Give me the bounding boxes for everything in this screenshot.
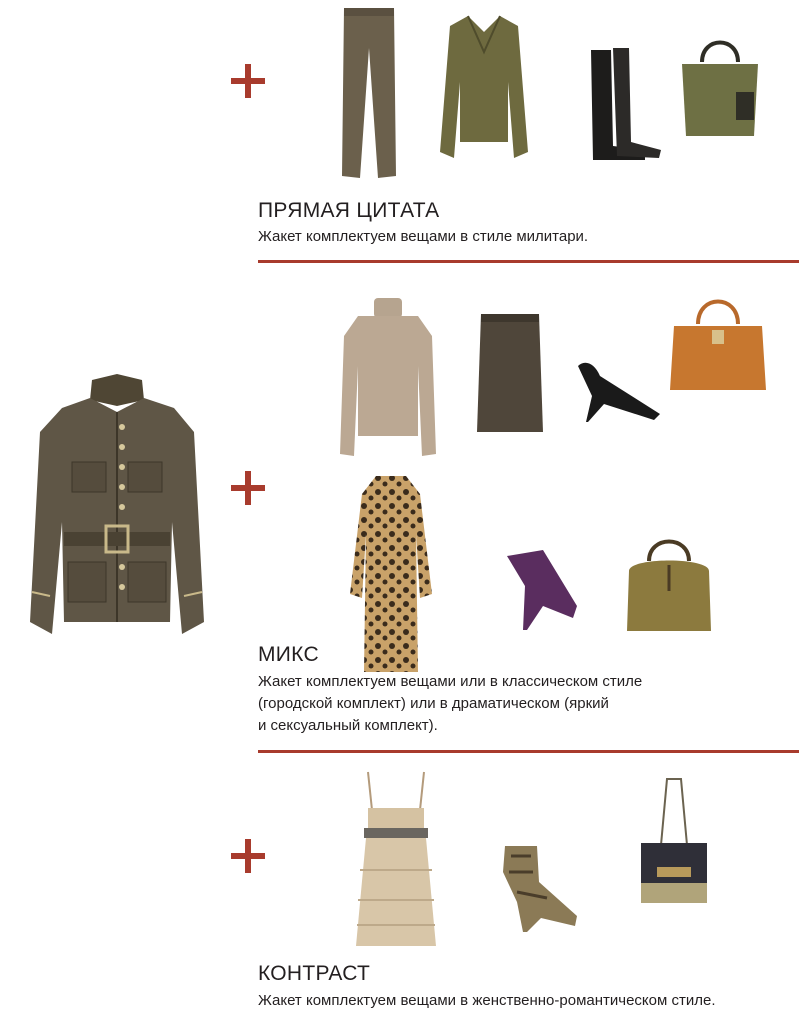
- black-pumps-image: [574, 356, 664, 424]
- section-text-contrast: [258, 990, 716, 1012]
- text-line: и сексуальный комплект).: [258, 717, 438, 734]
- section-title-direct-quote: ПРЯМАЯ ЦИТАТА: [258, 199, 440, 222]
- leather-skirt-image: [475, 312, 545, 436]
- section-divider: [258, 260, 799, 263]
- green-bag-image: [678, 32, 762, 138]
- turtleneck-sweater-image: [336, 296, 440, 458]
- text-line: Жакет комплектуем вещами или в классическом стиле: [258, 673, 643, 690]
- section-text-mix: [258, 671, 642, 737]
- section-text-direct-quote: [258, 226, 588, 248]
- text-line: Жакет комплектуем вещами в стиле милитари.: [258, 228, 589, 245]
- plus-icon: [231, 839, 265, 873]
- crossbody-bag-image: [637, 775, 711, 907]
- boots-image: [583, 46, 663, 168]
- text-line: Жакет комплектуем вещами в женственно-романтическом стиле.: [258, 992, 716, 1009]
- fringe-dress-image: [354, 770, 438, 950]
- trousers-image: [338, 8, 400, 180]
- section-divider: [258, 750, 799, 753]
- plus-icon: [231, 471, 265, 505]
- orange-bag-image: [668, 290, 768, 394]
- leopard-dress-image: [346, 474, 436, 674]
- purple-platform-shoes-image: [503, 546, 581, 632]
- section-title-contrast: КОНТРАСТ: [258, 962, 371, 985]
- section-title-mix: МИКС: [258, 643, 319, 666]
- military-jacket-image: [22, 372, 212, 647]
- olive-bowling-bag-image: [623, 531, 715, 633]
- blouse-image: [438, 12, 530, 162]
- text-line: (городской комплект) или в драматическом (яркий: [258, 695, 609, 712]
- snakeskin-boots-image: [497, 842, 581, 934]
- plus-icon: [231, 64, 265, 98]
